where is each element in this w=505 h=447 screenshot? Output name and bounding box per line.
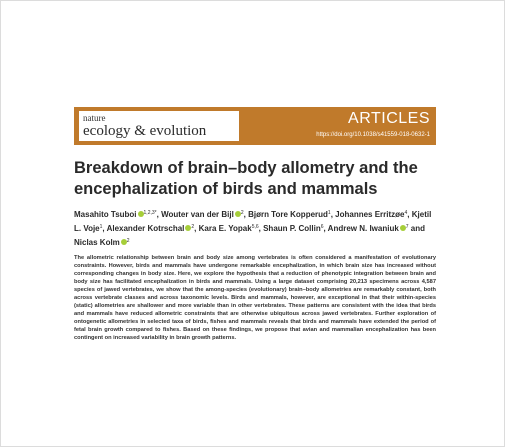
author xyxy=(199,224,259,233)
doi-link[interactable]: https://doi.org/10.1038/s41559-018-0632-1 xyxy=(316,132,430,138)
author xyxy=(328,224,409,233)
author xyxy=(335,210,407,219)
author-name: Shaun P. Collin xyxy=(263,224,321,233)
author xyxy=(161,210,244,219)
author-affiliation: 4 xyxy=(404,210,408,216)
abstract: The allometric relationship between brain and body size among vertebrates is often considered a manifestation of evolutionary constraints. However, birds and mammals have undergone remarkable encephalization, in which brain size has increased without corresponding changes in body size. Here, we explore the hypothesis that a reduction of phenotypic integration between brain and body size has facilitated encephalization in birds and mammals. Using a large dataset comprising 20,213 specimens across 4,587 species of jawed vertebrates, we show that the among-species (evolutionary) brain–body allometries are remarkably constant, both across vertebrate classes and across taxonomic levels. Birds and mammals, however, are exceptional in that their within-species (static) allometries are shallower and more variable than in other vertebrates. These patterns are consistent with the idea that birds and mammals have reduced allometric constraints that are otherwise ubiquitous across jawed vertebrates. Further exploration of ontogenetic allometries in selected taxa of birds, fishes and mammals reveals that birds and mammals have extended the period of fetal brain growth compared to fishes. Based on these findings, we propose that avian and mammalian encephalization has been contingent on increased variability in brain growth patterns. xyxy=(74,255,436,341)
journal-logo xyxy=(79,111,239,141)
title-line-2: encephalization of birds and mammals xyxy=(74,180,378,198)
paper-title xyxy=(74,158,436,200)
author-name: Niclas Kolm xyxy=(74,238,120,247)
author-name: Alexander Kotrschal xyxy=(106,224,185,233)
author xyxy=(74,238,130,247)
author-affiliation: 1 xyxy=(327,210,331,216)
author-affiliation: 2 xyxy=(240,210,244,216)
author-affiliation: 2 xyxy=(191,224,195,230)
author xyxy=(248,210,331,219)
author-affiliation: 6 xyxy=(320,224,324,230)
author-affiliation: 1 xyxy=(99,224,103,230)
author-name: Kara E. Yopak xyxy=(198,224,252,233)
author xyxy=(74,210,157,219)
author-name: Masahito Tsuboi xyxy=(74,210,137,219)
author-affiliation: 1,2,3* xyxy=(143,210,157,216)
section-label: ARTICLES xyxy=(348,110,430,127)
author-affiliation: 2 xyxy=(126,238,130,244)
article-first-page xyxy=(74,1,436,446)
author-name: Andrew N. Iwaniuk xyxy=(327,224,399,233)
author-list: Masahito Tsuboi $^{1,2,3*}$, Wouter van der Bijl $^2$, Bjørn Tore Kopperud$^1$, Johannes Erritzøe$^4$, Kjetil L. Voje$^1$, Alexander Kotrschal $^2$, Kara E. Yopak$^{5,6}$, Shaun P. Collin$^6$, Andrew N. Iwaniuk $^7$ and Niclas Kolm $^2$ xyxy=(74,210,432,247)
author-name: Kjetil L. Voje xyxy=(74,210,432,233)
title-line-1: Breakdown of brain–body allometry and the xyxy=(74,159,418,177)
author-name: Wouter van der Bijl xyxy=(161,210,234,219)
author-affiliation: 7 xyxy=(405,224,409,230)
journal-banner xyxy=(74,107,436,145)
author xyxy=(263,224,323,233)
journal-name-large: ecology & evolution xyxy=(83,123,207,139)
author-name: Johannes Erritzøe xyxy=(335,210,405,219)
author xyxy=(107,224,195,233)
author-name: Bjørn Tore Kopperud xyxy=(248,210,328,219)
author-affiliation: 5,6 xyxy=(251,224,259,230)
journal-name-small: nature xyxy=(83,113,106,123)
